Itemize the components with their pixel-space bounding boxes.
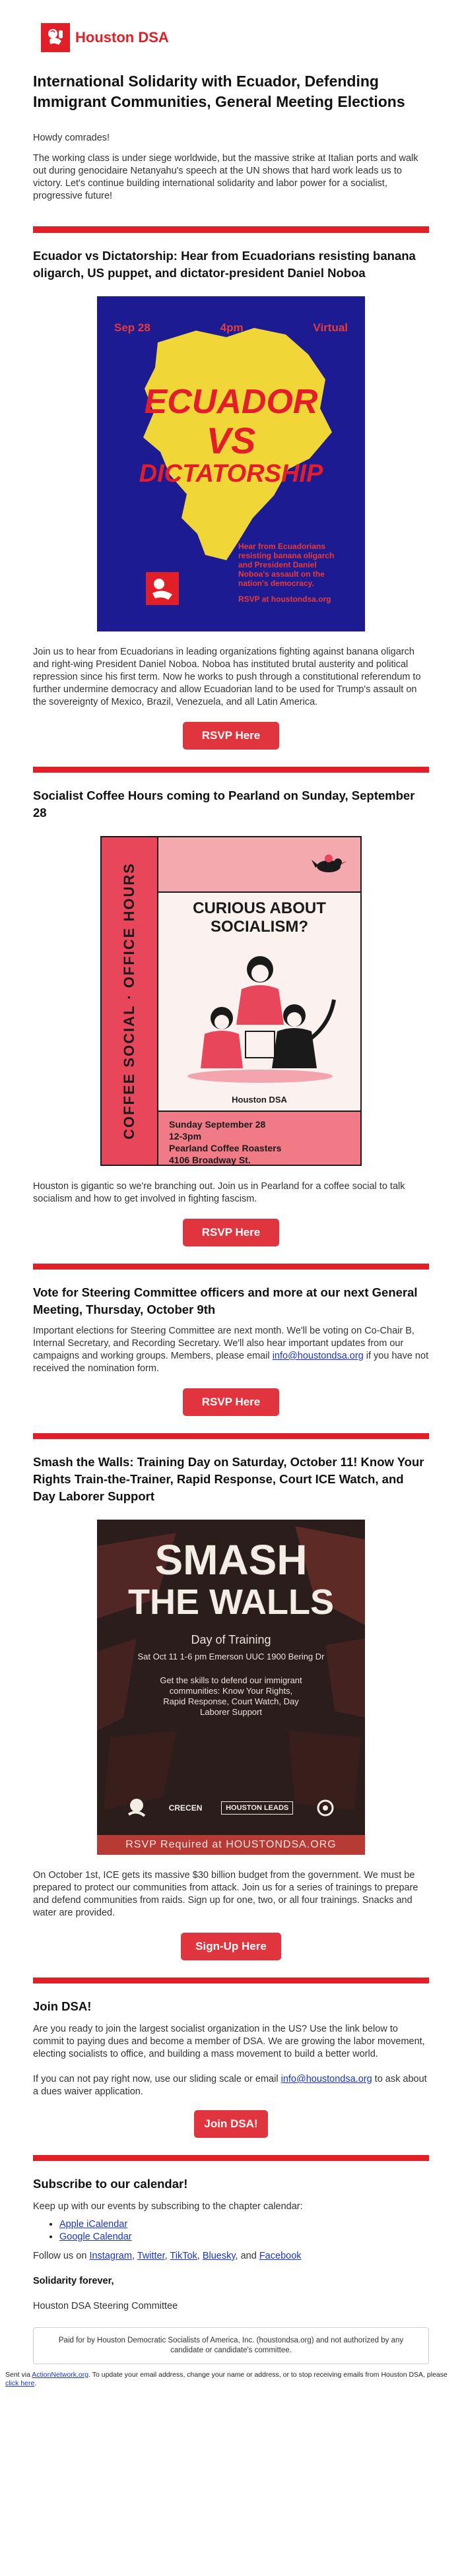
steering-body	[33, 1325, 429, 1375]
intro-paragraph: The working class is under siege worldwide, but the massive strike at Italian ports and walk out during genocidaire Netanyahu's speech at the UN shows that hard work leads us to victory. Let's continue building international solidarity and labor power for a socialist, progressive future!	[33, 153, 418, 201]
coffee-flyer-side-text: COFFEE SOCIAL · OFFICE HOURS	[121, 862, 137, 1140]
logo-header	[0, 0, 462, 58]
follow-prefix: Follow us on	[33, 2251, 90, 2261]
ecuador-flyer-word2: VS	[206, 420, 256, 461]
section-divider	[33, 767, 429, 773]
calendar-title: Subscribe to our calendar!	[33, 2177, 188, 2191]
unsubscribe-footer	[0, 2364, 462, 2388]
section-divider	[33, 1433, 429, 1439]
steering-body-text: Important elections for Steering Committee are next month. We'll be voting on Co-Chair B, Internal Secretary, and Recording Secretary. We'll also hear important updates from our campaigns and working groups. Members, please email	[33, 1326, 414, 1361]
smash-flyer-partners	[123, 1791, 339, 1824]
ecuador-flyer-blurb: Hear from Ecuadorians resisting banana oligarch and President Daniel Noboa's assault on the nation's democracy.	[238, 542, 335, 588]
sent-via-prefix: Sent via	[5, 2371, 32, 2379]
ecuador-rsvp-button[interactable]: RSVP Here	[183, 722, 279, 750]
join-dsa-button[interactable]: Join DSA!	[194, 2110, 268, 2138]
logo-badge[interactable]	[41, 23, 70, 52]
smash-flyer-word1: SMASH	[154, 1536, 308, 1584]
ecuador-title: Ecuador vs Dictatorship: Hear from Ecuadorians resisting banana oligarch, US puppet, and dictator-president Daniel Noboa	[33, 249, 416, 280]
smash-flyer-footer: RSVP Required at HOUSTONDSA.ORG	[97, 1835, 365, 1855]
social-links-line	[33, 2250, 429, 2263]
actionnetwork-link[interactable]: ActionNetwork.org	[32, 2371, 89, 2379]
coffee-flyer-address: 4106 Broadway St.	[169, 1155, 251, 1165]
section-divider	[33, 2155, 429, 2161]
page-title: International Solidarity with Ecuador, Defending Immigrant Communities, General Meeting Elections	[33, 73, 405, 110]
sent-via-middle: . To update your email address, change your name or address, or to stop receiving emails from Houston DSA, please	[88, 2371, 447, 2379]
separator: ,	[131, 2251, 137, 2261]
steering-body-text-end: if you have not received the nomination form.	[33, 1351, 429, 1374]
ecuador-flyer-logo-icon	[146, 572, 179, 605]
calendar-links-list	[33, 2218, 429, 2243]
coffee-flyer	[100, 836, 362, 1166]
people-illustration-icon	[161, 939, 359, 1091]
section-divider	[33, 226, 429, 233]
apple-icalendar-link[interactable]: Apple iCalendar	[59, 2219, 128, 2230]
coffee-flyer-main	[158, 893, 360, 1112]
ecuador-flyer-date: Sep 28	[114, 321, 150, 334]
smash-flyer-details: Sat Oct 11 1-6 pm Emerson UUC 1900 Bering Dr	[137, 1652, 325, 1661]
rose-fist-icon	[44, 26, 67, 49]
ecuador-flyer-word3: DICTATORSHIP	[139, 460, 323, 488]
paid-for-text: Paid for by Houston Democratic Socialists of America, Inc. (houstondsa.org) and not authorized by any candidate or candidate's committee.	[58, 2336, 404, 2354]
ecuador-flyer-header	[114, 321, 348, 335]
list-item	[59, 2218, 429, 2231]
coffee-flyer-question: CURIOUS ABOUT SOCIALISM?	[193, 899, 326, 936]
signoff: Solidarity forever,	[33, 2276, 114, 2286]
steering-rsvp-button[interactable]: RSVP Here	[183, 1388, 279, 1416]
paid-for-disclaimer	[33, 2327, 429, 2364]
coffee-flyer-venue: Pearland Coffee Roasters	[169, 1143, 282, 1153]
ecuador-body: Join us to hear from Ecuadorians in leading organizations fighting against banana oligarch and right-wing President Daniel Noboa. Noboa has instituted brutal austerity and political repression since his first term. Now he works to push through a constitutional referendum to further undermine democracy and allow Ecuadorian land to be used for Trump's assault on the sovereignty of Mexico, Brazil, Venezuela, and all Latin America.	[33, 647, 421, 707]
ecuador-flyer-rsvp: RSVP at houstondsa.org	[238, 595, 331, 604]
ecuador-flyer-mode: Virtual	[313, 321, 348, 334]
ecuador-flyer	[97, 296, 365, 631]
partner-crecen: CRECEN	[168, 1803, 203, 1813]
separator: ,	[164, 2251, 170, 2261]
coffee-flyer-details	[158, 1112, 360, 1165]
section-divider	[33, 1978, 429, 1983]
ecuador-flyer-word1: ECUADOR	[144, 383, 318, 421]
join-body-waiver	[33, 2073, 429, 2098]
unsubscribe-link[interactable]: click here	[5, 2379, 35, 2387]
tiktok-link[interactable]: TikTok	[170, 2251, 197, 2261]
bluesky-link[interactable]: Bluesky	[202, 2251, 236, 2261]
coffee-title: Socialist Coffee Hours coming to Pearland on Sunday, September 28	[33, 789, 415, 820]
email-body	[33, 71, 429, 2364]
greeting: Howdy comrades!	[33, 133, 110, 143]
steering-email-link[interactable]: info@houstondsa.org	[272, 1351, 364, 1361]
coffee-flyer-date: Sunday September 28	[169, 1119, 266, 1130]
sent-via-end: .	[34, 2379, 37, 2387]
coffee-rsvp-button[interactable]: RSVP Here	[183, 1219, 279, 1246]
coffee-body: Houston is gigantic so we're branching out. Join us in Pearland for a coffee social to talk socialism and how to get involved in fighting fascism.	[33, 1181, 405, 1204]
bird-icon	[312, 852, 348, 878]
coffee-flyer-time: 12-3pm	[169, 1131, 202, 1142]
smash-flyer-skills: Get the skills to defend our immigrant communities: Know Your Rights, Rapid Response, Court Watch, Day Laborer Support	[160, 1675, 302, 1717]
join-waiver-text: If you can not pay right now, use our sliding scale or email	[33, 2074, 281, 2084]
separator: ,	[197, 2251, 203, 2261]
partner-houston-leads: HOUSTON LEADS	[221, 1801, 293, 1815]
join-title: Join DSA!	[33, 1999, 92, 2013]
steering-title: Vote for Steering Committee officers and more at our next General Meeting, Thursday, October 9th	[33, 1285, 418, 1316]
list-item	[59, 2231, 429, 2243]
coffee-flyer-top-band	[158, 837, 360, 893]
smash-flyer-word2: THE WALLS	[128, 1582, 334, 1622]
join-waiver-text-end: to ask about a dues waiver application.	[33, 2074, 427, 2097]
smash-signup-button[interactable]: Sign-Up Here	[181, 1933, 281, 1960]
instagram-link[interactable]: Instagram	[89, 2251, 132, 2261]
smash-title: Smash the Walls: Training Day on Saturday, October 11! Know Your Rights Train-the-Trainer, Rapid Response, Court ICE Watch, and Day Laborer Support	[33, 1455, 424, 1503]
rose-logo-icon	[123, 1795, 150, 1821]
smash-flyer-subtitle: Day of Training	[191, 1633, 271, 1646]
sun-logo-icon	[312, 1795, 339, 1821]
facebook-link[interactable]: Facebook	[259, 2251, 302, 2261]
coffee-flyer-org: Houston DSA	[232, 1095, 287, 1105]
signature: Houston DSA Steering Committee	[33, 2301, 178, 2311]
ecuador-flyer-time: 4pm	[220, 321, 244, 334]
smash-flyer	[97, 1520, 365, 1855]
join-email-link[interactable]: info@houstondsa.org	[280, 2074, 372, 2084]
separator: , and	[235, 2251, 259, 2261]
logo-wordmark[interactable]: Houston DSA	[75, 29, 169, 46]
smash-body: On October 1st, ICE gets its massive $30 billion budget from the government. We must be prepared to protect our communities from attack. Join us for a series of trainings to prepare and defend communities from raids. Sign up for one, two, or all four trainings. Snacks and water are provided.	[33, 1870, 418, 1918]
google-calendar-link[interactable]: Google Calendar	[59, 2232, 132, 2242]
coffee-flyer-sidebar	[102, 837, 158, 1165]
twitter-link[interactable]: Twitter	[137, 2251, 165, 2261]
calendar-body: Keep up with our events by subscribing to the chapter calendar:	[33, 2201, 303, 2212]
section-divider	[33, 1264, 429, 1270]
join-body: Are you ready to join the largest socialist organization in the US? Use the link below to commit to paying dues and become a member of DSA. We are growing the labor movement, electing socialists to office, and building a mass movement to build a better world.	[33, 2024, 425, 2059]
